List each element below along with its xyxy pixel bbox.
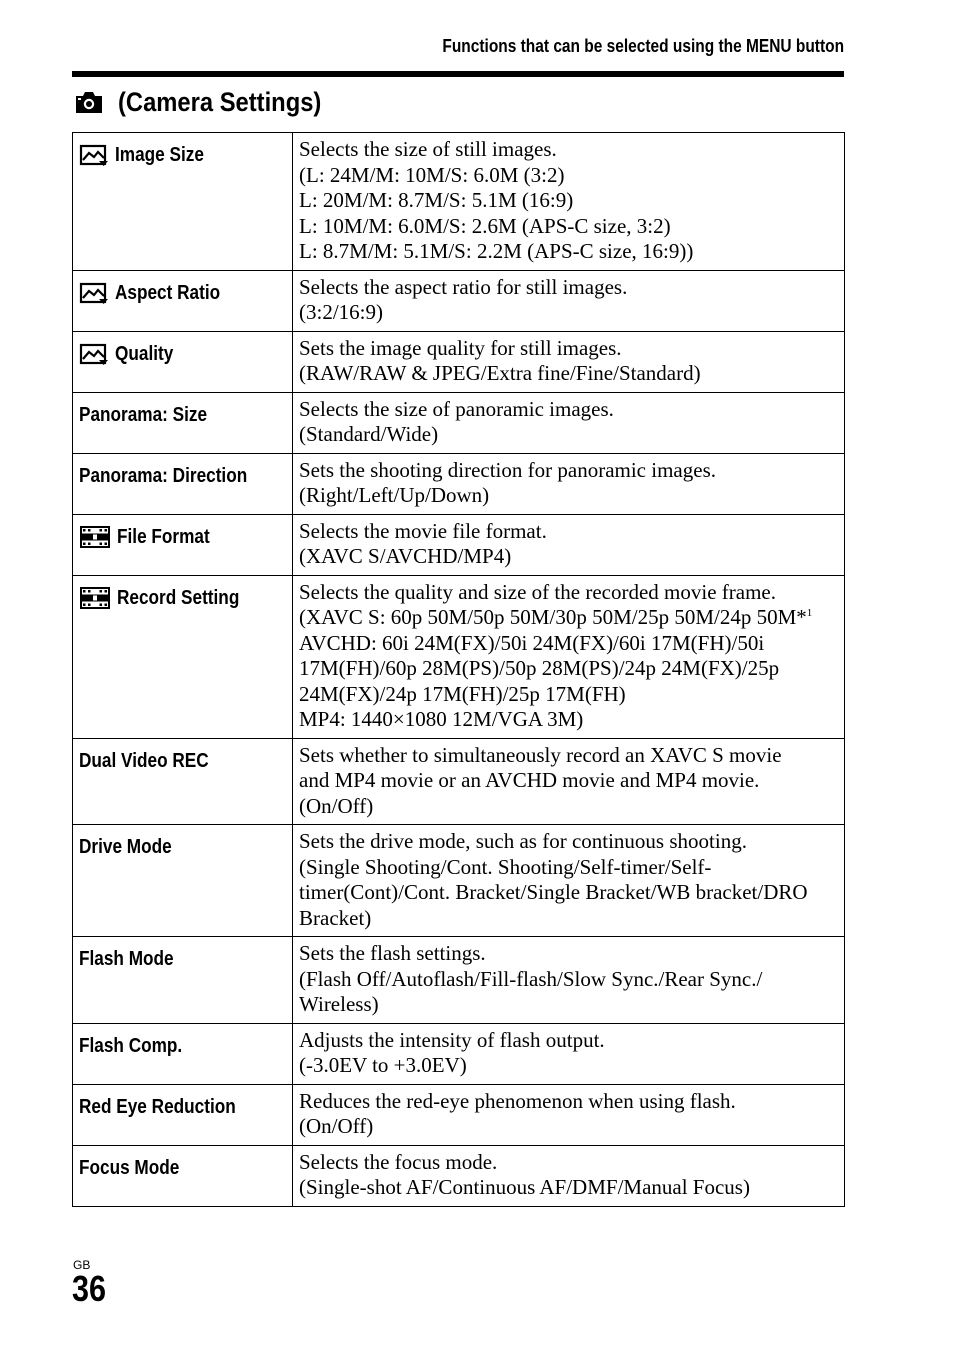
description-text: 17M(FH)/60p 28M(PS)/50p 28M(PS)/24p 24M(FX)/25p bbox=[299, 656, 780, 680]
setting-name: File Format bbox=[117, 525, 210, 548]
description-text: 24M(FX)/24p 17M(FH)/25p 17M(FH) bbox=[299, 681, 626, 706]
table-row bbox=[73, 514, 845, 575]
table-row bbox=[73, 270, 845, 331]
setting-description-cell bbox=[293, 575, 845, 738]
movie-icon bbox=[79, 586, 111, 610]
description-text: (Flash Off/Autoflash/Fill-flash/Slow Sync./Rear Sync./ bbox=[299, 966, 763, 991]
footnote-marker: 1 bbox=[806, 607, 813, 619]
description-line bbox=[299, 1114, 838, 1140]
setting-name: Red Eye Reduction bbox=[79, 1095, 236, 1118]
table-row bbox=[73, 575, 845, 738]
setting-name-cell bbox=[73, 1084, 293, 1145]
setting-description-cell bbox=[293, 825, 845, 937]
description-line bbox=[299, 855, 838, 881]
description-line bbox=[299, 1089, 838, 1115]
section-heading bbox=[74, 82, 349, 122]
description-line bbox=[299, 214, 838, 240]
description-line bbox=[299, 397, 838, 423]
setting-name-cell bbox=[73, 825, 293, 937]
description-text: (L: 24M/M: 10M/S: 6.0M (3:2) bbox=[299, 162, 565, 187]
description-text: Sets the shooting direction for panoramic images. bbox=[299, 457, 716, 482]
description-line bbox=[299, 605, 838, 631]
setting-name-cell bbox=[73, 453, 293, 514]
description-line bbox=[299, 880, 838, 906]
setting-name-cell bbox=[73, 1145, 293, 1206]
description-text: Selects the size of panoramic images. bbox=[299, 396, 614, 421]
table-row bbox=[73, 937, 845, 1024]
description-text: Sets whether to simultaneously record an XAVC S movie bbox=[299, 742, 782, 767]
description-line bbox=[299, 656, 838, 682]
table-row bbox=[73, 133, 845, 271]
movie-icon bbox=[79, 525, 111, 549]
description-text: L: 20M/M: 8.7M/S: 5.1M (16:9) bbox=[299, 188, 574, 212]
setting-name: Focus Mode bbox=[79, 1156, 180, 1179]
description-text: (-3.0EV to +3.0EV) bbox=[299, 1053, 467, 1077]
setting-label bbox=[79, 1095, 288, 1119]
table-row bbox=[73, 331, 845, 392]
setting-name: Image Size bbox=[115, 144, 204, 166]
description-line bbox=[299, 1175, 838, 1201]
still-image-icon bbox=[79, 281, 109, 305]
table-row bbox=[73, 1023, 845, 1084]
description-text: Selects the size of still images. bbox=[299, 137, 557, 161]
description-text: timer(Cont)/Cont. Bracket/Single Bracket/WB bracket/DRO bbox=[299, 880, 808, 904]
description-text: Reduces the red-eye phenomenon when using flash. bbox=[299, 1088, 736, 1113]
setting-name: Aspect Ratio bbox=[115, 281, 221, 304]
setting-label bbox=[79, 281, 288, 305]
description-line bbox=[299, 458, 838, 484]
description-line bbox=[299, 829, 838, 855]
description-line bbox=[299, 707, 838, 733]
section-title: (Camera Settings) bbox=[118, 86, 322, 117]
description-line bbox=[299, 794, 838, 820]
description-line bbox=[299, 483, 838, 509]
table-row bbox=[73, 738, 845, 825]
description-line bbox=[299, 906, 838, 932]
setting-description-cell bbox=[293, 331, 845, 392]
description-text: Wireless) bbox=[299, 992, 379, 1016]
setting-name: Panorama: Direction bbox=[79, 464, 248, 487]
setting-name-cell bbox=[73, 575, 293, 738]
description-line bbox=[299, 631, 838, 657]
setting-description-cell bbox=[293, 453, 845, 514]
description-text: L: 10M/M: 6.0M/S: 2.6M (APS-C size, 3:2) bbox=[299, 213, 671, 238]
setting-name: Record Setting bbox=[117, 586, 240, 609]
description-line bbox=[299, 544, 838, 570]
setting-name-cell bbox=[73, 1023, 293, 1084]
setting-description-cell bbox=[293, 1145, 845, 1206]
setting-label bbox=[79, 749, 288, 773]
description-line bbox=[299, 682, 838, 708]
description-text: (XAVC S/AVCHD/MP4) bbox=[299, 544, 512, 568]
setting-label bbox=[79, 586, 288, 610]
setting-name-cell bbox=[73, 738, 293, 825]
description-line bbox=[299, 1150, 838, 1176]
table-row bbox=[73, 392, 845, 453]
setting-name-cell bbox=[73, 937, 293, 1024]
description-line bbox=[299, 967, 838, 993]
setting-label bbox=[79, 403, 288, 427]
setting-label bbox=[79, 342, 288, 366]
description-line bbox=[299, 743, 838, 769]
table-row bbox=[73, 1145, 845, 1206]
description-text: (3:2/16:9) bbox=[299, 300, 383, 324]
description-text: Sets the image quality for still images. bbox=[299, 335, 622, 360]
setting-description-cell bbox=[293, 392, 845, 453]
description-line bbox=[299, 188, 838, 214]
table-row bbox=[73, 825, 845, 937]
setting-label bbox=[79, 143, 288, 167]
description-text: (Right/Left/Up/Down) bbox=[299, 483, 490, 507]
running-header: Functions that can be selected using the MENU button bbox=[442, 36, 844, 56]
description-line bbox=[299, 519, 838, 545]
setting-name: Dual Video REC bbox=[79, 749, 209, 772]
description-text: AVCHD: 60i 24M(FX)/50i 24M(FX)/60i 17M(FH)/50i bbox=[299, 630, 765, 655]
description-text: Adjusts the intensity of flash output. bbox=[299, 1027, 605, 1052]
setting-name-cell bbox=[73, 270, 293, 331]
description-line bbox=[299, 422, 838, 448]
setting-description-cell bbox=[293, 270, 845, 331]
still-image-icon bbox=[79, 143, 109, 167]
setting-label bbox=[79, 1156, 288, 1180]
description-line bbox=[299, 336, 838, 362]
description-line bbox=[299, 1053, 838, 1079]
description-text: Selects the movie file format. bbox=[299, 518, 547, 543]
description-line bbox=[299, 580, 838, 606]
page-number: 36 bbox=[72, 1268, 107, 1309]
setting-label bbox=[79, 464, 288, 488]
table-row bbox=[73, 1084, 845, 1145]
description-line bbox=[299, 137, 838, 163]
description-line bbox=[299, 361, 838, 387]
description-text: Sets the drive mode, such as for continuous shooting. bbox=[299, 829, 747, 853]
description-text: (XAVC S: 60p 50M/50p 50M/30p 50M/25p 50M/24p 50M* bbox=[299, 605, 807, 629]
setting-name-cell bbox=[73, 392, 293, 453]
description-text: Selects the focus mode. bbox=[299, 1149, 498, 1174]
description-text: and MP4 movie or an AVCHD movie and MP4 movie. bbox=[299, 768, 760, 792]
setting-description-cell bbox=[293, 133, 845, 271]
description-text: (Standard/Wide) bbox=[299, 422, 439, 446]
camera-icon bbox=[74, 90, 104, 114]
camera-settings-table bbox=[72, 132, 845, 1207]
description-text: MP4: 1440×1080 12M/VGA 3M) bbox=[299, 707, 584, 731]
description-text: Bracket) bbox=[299, 905, 372, 930]
description-text: (On/Off) bbox=[299, 1114, 374, 1138]
description-line bbox=[299, 275, 838, 301]
description-line bbox=[299, 941, 838, 967]
table-row bbox=[73, 453, 845, 514]
setting-name-cell bbox=[73, 331, 293, 392]
description-text: (RAW/RAW & JPEG/Extra fine/Fine/Standard) bbox=[299, 361, 701, 385]
setting-name: Quality bbox=[115, 342, 174, 365]
setting-label bbox=[79, 525, 288, 549]
description-line bbox=[299, 768, 838, 794]
page-language-code: GB bbox=[73, 1258, 91, 1272]
setting-description-cell bbox=[293, 1084, 845, 1145]
setting-name: Flash Mode bbox=[79, 948, 174, 970]
description-text: Sets the flash settings. bbox=[299, 941, 486, 965]
setting-description-cell bbox=[293, 1023, 845, 1084]
setting-name: Drive Mode bbox=[79, 836, 172, 858]
setting-label bbox=[79, 1034, 288, 1058]
setting-label bbox=[79, 947, 288, 971]
setting-description-cell bbox=[293, 738, 845, 825]
description-text: L: 8.7M/M: 5.1M/S: 2.2M (APS-C size, 16:9)) bbox=[299, 239, 694, 263]
description-line bbox=[299, 239, 838, 265]
setting-name: Panorama: Size bbox=[79, 403, 208, 426]
description-text: Selects the quality and size of the recorded movie frame. bbox=[299, 579, 776, 604]
description-line bbox=[299, 1028, 838, 1054]
description-text: (On/Off) bbox=[299, 793, 374, 818]
still-image-icon bbox=[79, 342, 109, 366]
description-text: (Single Shooting/Cont. Shooting/Self-timer/Self- bbox=[299, 854, 712, 879]
setting-name-cell bbox=[73, 514, 293, 575]
setting-label bbox=[79, 835, 288, 859]
setting-description-cell bbox=[293, 514, 845, 575]
description-line bbox=[299, 300, 838, 326]
description-line bbox=[299, 992, 838, 1018]
setting-name-cell bbox=[73, 133, 293, 271]
description-text: Selects the aspect ratio for still images. bbox=[299, 274, 628, 299]
setting-description-cell bbox=[293, 937, 845, 1024]
setting-name: Flash Comp. bbox=[79, 1034, 183, 1057]
description-line bbox=[299, 163, 838, 189]
description-text: (Single-shot AF/Continuous AF/DMF/Manual Focus) bbox=[299, 1175, 750, 1199]
header-rule bbox=[72, 71, 844, 77]
